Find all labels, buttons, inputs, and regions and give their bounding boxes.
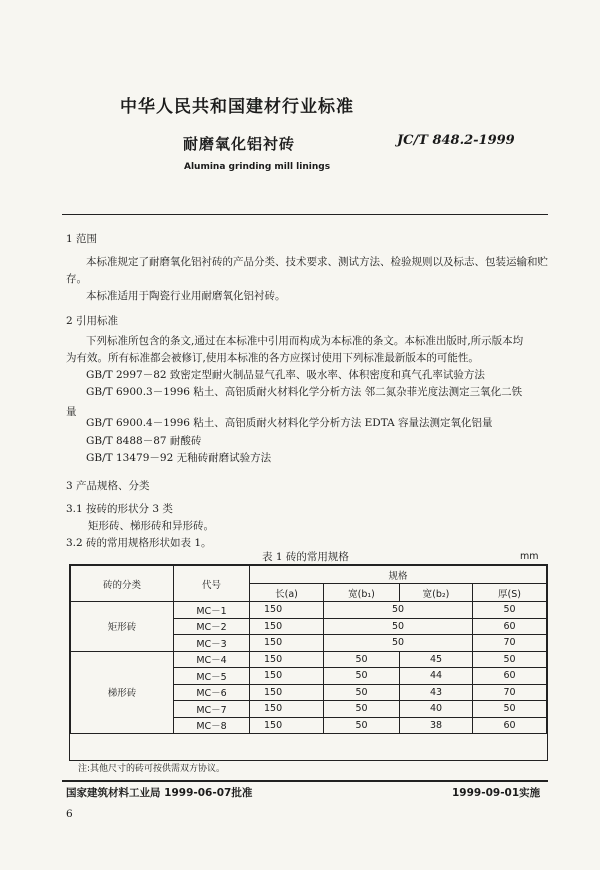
header-divider (62, 214, 548, 215)
reference-item: GB/T 8488－87 耐酸砖 (86, 435, 202, 447)
section-1-heading: 1 范围 (66, 233, 98, 245)
cell-code: MC－3 (174, 635, 250, 652)
cell-width: 50 (324, 618, 473, 635)
cell-width-1: 50 (324, 684, 400, 701)
section-1-para-2: 本标准适用于陶瓷行业用耐磨氧化铝衬砖。 (86, 290, 286, 302)
cell-thickness: 70 (473, 635, 547, 652)
section-1-para-1b: 存。 (66, 273, 87, 285)
group-rectangular: 矩形砖 (71, 602, 174, 652)
cell-code: MC－6 (174, 684, 250, 701)
cell-thickness: 60 (473, 668, 547, 685)
header-code: 代号 (174, 566, 250, 602)
cell-thickness: 50 (473, 651, 547, 668)
cell-thickness: 60 (473, 618, 547, 635)
cell-thickness: 50 (473, 701, 547, 718)
reference-item: GB/T 13479－92 无釉砖耐磨试验方法 (86, 452, 272, 464)
header-thickness: 厚(S) (473, 584, 547, 602)
section-2-heading: 2 引用标准 (66, 315, 119, 327)
section-2-para-1b: 为有效。所有标准都会被修订,使用本标准的各方应探讨使用下列标准最新版本的可能性。 (66, 352, 479, 364)
reference-item-continued: 量 (66, 406, 77, 418)
cell-length: 150 (250, 651, 324, 668)
cell-code: MC－5 (174, 668, 250, 685)
cell-code: MC－4 (174, 651, 250, 668)
section-1-para-1a: 本标准规定了耐磨氧化铝衬砖的产品分类、技术要求、测试方法、检验规则以及标志、包装运输和贮 (86, 256, 548, 268)
table-note: 注:其他尺寸的砖可按供需双方协议。 (78, 764, 226, 774)
cell-width-1: 50 (324, 651, 400, 668)
table-caption: 表 1 砖的常用规格 (262, 551, 349, 563)
section-3-1: 3.1 按砖的形状分 3 类 (66, 503, 173, 515)
page-number: 6 (66, 808, 73, 820)
cell-width-2: 45 (400, 651, 473, 668)
reference-item: GB/T 6900.3－1996 粘土、高铝质耐火材料化学分析方法 邻二氮杂菲光度法测定三氧化二铁 (86, 386, 523, 398)
header-length: 长(a) (250, 584, 324, 602)
standard-code: JC/T 848.2-1999 (397, 133, 515, 148)
cell-thickness: 70 (473, 684, 547, 701)
table-header-row (71, 566, 547, 584)
table-row (71, 602, 547, 619)
cell-length: 150 (250, 618, 324, 635)
cell-width-2: 44 (400, 668, 473, 685)
table-row (71, 651, 547, 668)
reference-item: GB/T 2997－82 致密定型耐火制品显气孔率、吸水率、体积密度和真气孔率试验方法 (86, 369, 485, 381)
footer-divider (62, 780, 548, 782)
cell-width-2: 40 (400, 701, 473, 718)
spec-table (70, 565, 547, 734)
cell-width: 50 (324, 635, 473, 652)
cell-length: 150 (250, 717, 324, 734)
cell-length: 150 (250, 684, 324, 701)
header-spec: 规格 (250, 566, 547, 584)
reference-item: GB/T 6900.4－1996 粘土、高铝质耐火材料化学分析方法 EDTA 容量法测定氧化铝量 (86, 417, 493, 429)
implementation-date: 1999-09-01实施 (452, 787, 541, 799)
cell-width-1: 50 (324, 717, 400, 734)
cell-width-1: 50 (324, 701, 400, 718)
cell-length: 150 (250, 701, 324, 718)
header-width-1: 宽(b₁) (324, 584, 400, 602)
cell-code: MC－2 (174, 618, 250, 635)
cell-width-2: 38 (400, 717, 473, 734)
group-trapezoid: 梯形砖 (71, 651, 174, 734)
cell-length: 150 (250, 602, 324, 619)
cell-code: MC－7 (174, 701, 250, 718)
section-3-2: 3.2 砖的常用规格形状如表 1。 (66, 537, 212, 549)
table-unit: mm (520, 551, 539, 562)
standard-org: 中华人民共和国建材行业标准 (120, 97, 354, 117)
approval-text: 国家建筑材料工业局 1999-06-07批准 (66, 787, 253, 799)
cell-code: MC－1 (174, 602, 250, 619)
section-3-heading: 3 产品规格、分类 (66, 480, 150, 492)
cell-thickness: 50 (473, 602, 547, 619)
cell-length: 150 (250, 668, 324, 685)
section-2-para-1a: 下列标准所包含的条文,通过在本标准中引用而构成为本标准的条文。本标准出版时,所示版本均 (86, 335, 524, 347)
page-title: 耐磨氧化铝衬砖 (183, 135, 296, 153)
header-type: 砖的分类 (71, 566, 174, 602)
section-3-1-body: 矩形砖、梯形砖和异形砖。 (88, 520, 214, 532)
cell-thickness: 60 (473, 717, 547, 734)
cell-width-1: 50 (324, 668, 400, 685)
title-english: Alumina grinding mill linings (184, 162, 331, 172)
cell-width-2: 43 (400, 684, 473, 701)
header-width-2: 宽(b₂) (400, 584, 473, 602)
cell-code: MC－8 (174, 717, 250, 734)
cell-length: 150 (250, 635, 324, 652)
cell-width: 50 (324, 602, 473, 619)
